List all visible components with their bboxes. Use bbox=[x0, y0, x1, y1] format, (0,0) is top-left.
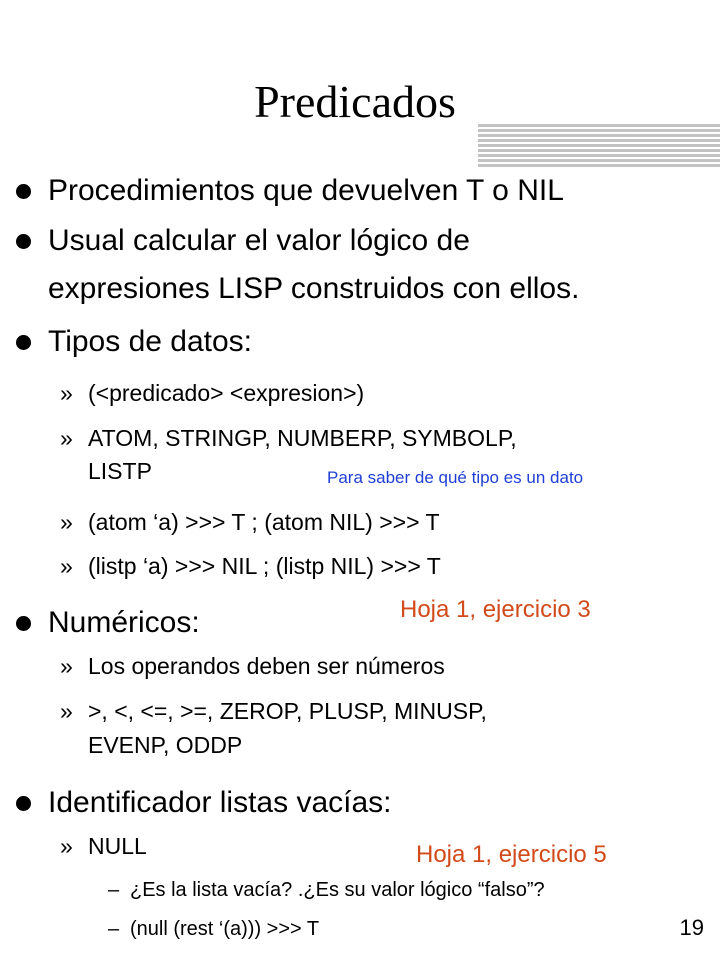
sub-marker: » bbox=[60, 653, 73, 679]
bullet-text: Identificador listas vacías: bbox=[48, 786, 392, 819]
slide-title: Predicados bbox=[254, 76, 456, 127]
sub-marker: » bbox=[60, 425, 73, 451]
sub-item: (<predicado> <expresion>) bbox=[88, 380, 365, 406]
sub-sub-item: (null (rest ‘(a))) >>> T bbox=[130, 918, 320, 940]
sub-marker: » bbox=[60, 698, 73, 724]
bullet-text-line: expresiones LISP construidos con ellos. bbox=[48, 272, 580, 305]
bullet-dot bbox=[16, 335, 31, 350]
sub-marker: » bbox=[60, 553, 73, 579]
sub-item-line: ATOM, STRINGP, NUMBERP, SYMBOLP, bbox=[88, 425, 517, 451]
bullet-dot bbox=[16, 184, 31, 199]
bullet-dot bbox=[16, 234, 31, 249]
sub-marker: » bbox=[60, 509, 73, 535]
bullet-text: Tipos de datos: bbox=[48, 325, 253, 358]
sub-item-line: EVENP, ODDP bbox=[88, 732, 243, 758]
sub-sub-marker: – bbox=[108, 879, 120, 901]
sub-item-line: LISTP bbox=[88, 458, 152, 484]
sub-item-line: >, <, <=, >=, ZEROP, PLUSP, MINUSP, bbox=[88, 698, 487, 724]
sub-marker: » bbox=[60, 380, 73, 406]
bullet-text-line: Usual calcular el valor lógico de bbox=[48, 224, 470, 257]
sub-sub-marker: – bbox=[108, 918, 120, 940]
annotation-hoja-3: Hoja 1, ejercicio 3 bbox=[400, 596, 591, 623]
bullet-dot bbox=[16, 616, 31, 631]
bullet-dot bbox=[16, 796, 31, 811]
sub-marker: » bbox=[60, 833, 73, 859]
sub-item: (atom ‘a) >>> T ; (atom NIL) >>> T bbox=[88, 509, 440, 535]
title-decoration-bar bbox=[478, 124, 720, 168]
bullet-text: Numéricos: bbox=[48, 606, 200, 639]
page-number: 19 bbox=[679, 915, 704, 940]
sub-sub-item: ¿Es la lista vacía? .¿Es su valor lógico “falso”? bbox=[130, 879, 545, 901]
annotation-hoja-5: Hoja 1, ejercicio 5 bbox=[416, 841, 607, 868]
sub-item: Los operandos deben ser números bbox=[88, 653, 445, 679]
bullet-text: Procedimientos que devuelven T o NIL bbox=[48, 174, 564, 207]
annotation-tipo-note: Para saber de qué tipo es un dato bbox=[327, 468, 584, 487]
sub-item: NULL bbox=[88, 833, 147, 859]
sub-item: (listp ‘a) >>> NIL ; (listp NIL) >>> T bbox=[88, 553, 441, 579]
